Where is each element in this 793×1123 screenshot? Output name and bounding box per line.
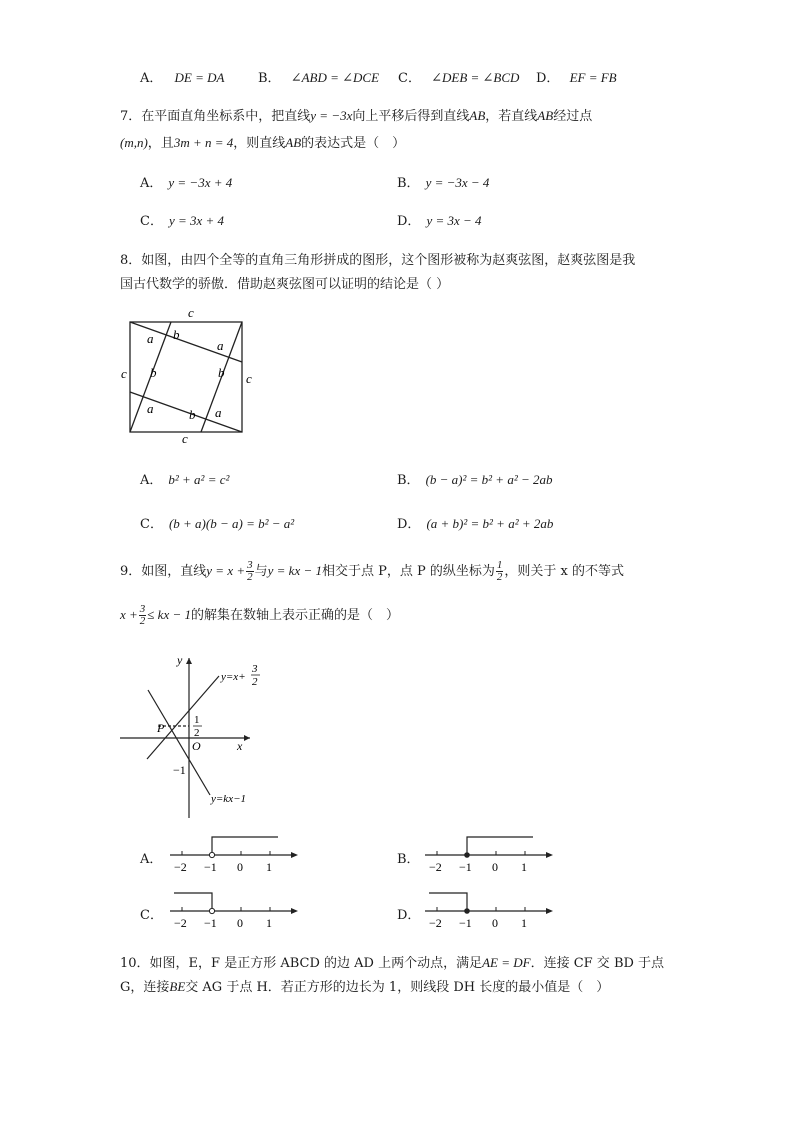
- x-axis-label: x: [237, 739, 243, 753]
- text: 的表达式是（ ）: [301, 136, 406, 151]
- label-a-2: a: [217, 338, 224, 353]
- point-p-label: P: [157, 721, 165, 735]
- label-b-2: b: [150, 365, 157, 380]
- text: G，连接: [120, 980, 170, 995]
- q6-option-d: [536, 67, 617, 86]
- label-a-3: a: [147, 401, 154, 416]
- fraction-3-2: [246, 560, 254, 583]
- label-b-1: b: [173, 327, 180, 342]
- math: ≤ kx − 1: [147, 607, 191, 622]
- option-expr: (a + b)² = b² + a² + 2ab: [426, 516, 554, 531]
- option-label: D．: [397, 214, 421, 229]
- q8-option-d: [397, 513, 553, 532]
- option-label: B．: [397, 176, 420, 191]
- math: AB: [285, 135, 302, 150]
- option-expr: y = 3x − 4: [426, 213, 482, 228]
- q10-line1: [120, 952, 664, 971]
- option-label: A．: [140, 71, 163, 86]
- math: (m,n): [120, 135, 148, 150]
- text: ，若直线: [485, 109, 538, 124]
- option-expr: (b + a)(b − a) = b² − a²: [168, 516, 295, 531]
- label-c-left: c: [121, 366, 127, 381]
- q8-option-b: [397, 469, 553, 488]
- q7-option-c: [140, 210, 224, 229]
- denominator: 2: [247, 571, 253, 583]
- tick-label: 0: [237, 860, 243, 872]
- tick-label: 1: [266, 916, 272, 928]
- fraction-3-2: [139, 604, 147, 627]
- math: y = kx − 1: [267, 563, 322, 578]
- q8-option-a: [140, 469, 229, 488]
- option-expr: y = −3x + 4: [168, 175, 233, 190]
- text: E，F 是正方形 ABCD 的边 AD 上两个动点，满足: [188, 956, 483, 971]
- zhao-shuang-diagram: [115, 305, 265, 447]
- q10-line2: [120, 976, 609, 995]
- q9-line2: [120, 600, 399, 631]
- q9-option-d-numberline: [423, 886, 555, 928]
- label-c-top: c: [188, 305, 194, 320]
- q7-line1: [120, 105, 592, 124]
- tick-label: 1: [266, 860, 272, 872]
- q8-option-c: [140, 513, 294, 532]
- option-label: D．: [397, 517, 421, 532]
- q7-option-b: [397, 172, 489, 191]
- line2-label: y=kx−1: [211, 793, 246, 805]
- option-expr: ∠ABD = ∠DCE: [290, 70, 380, 85]
- math: AE = DF: [482, 955, 531, 970]
- line1-frac-d: 2: [252, 676, 258, 688]
- option-expr: y = −3x − 4: [425, 175, 490, 190]
- fraction-1-2: [496, 560, 504, 583]
- option-expr: (b − a)² = b² + a² − 2ab: [425, 472, 553, 487]
- text: 与: [254, 564, 268, 579]
- text: ，且: [147, 136, 174, 151]
- q7-option-a: [140, 172, 232, 191]
- q9-coordinate-graph: [115, 650, 275, 822]
- q9-option-a-label: A．: [140, 852, 163, 867]
- tick-label: 0: [237, 916, 243, 928]
- origin-label: O: [192, 739, 201, 753]
- option-expr: ∠DEB = ∠BCD: [431, 70, 520, 85]
- option-label: D．: [536, 71, 560, 86]
- option-label: C．: [398, 71, 421, 86]
- text: 相交于点 P，点 P 的纵坐标为: [322, 564, 495, 579]
- math: AB: [537, 108, 554, 123]
- q8-line2: 国古代数学的骄傲．借助赵爽弦图可以证明的结论是（ ）: [120, 277, 450, 292]
- option-expr: y = 3x + 4: [168, 213, 225, 228]
- math: y = x +: [206, 563, 246, 578]
- label-b-4: b: [189, 407, 196, 422]
- text: 7．在平面直角坐标系中，把直线: [120, 109, 311, 124]
- text: 交 AG 于点 H．若正方形的边长为 1，则线段 DH 长度的最小值是（ ）: [185, 980, 610, 995]
- numerator: 3: [247, 559, 253, 571]
- text: 10．如图，: [120, 956, 189, 971]
- half-denominator: 2: [194, 727, 200, 739]
- numerator: 1: [496, 559, 503, 571]
- option-label: C．: [140, 214, 163, 229]
- option-label: C．: [140, 517, 163, 532]
- text: 的解集在数轴上表示正确的是（ ）: [191, 608, 400, 623]
- label-b-3: b: [218, 365, 225, 380]
- option-label: B．: [258, 71, 281, 86]
- q9-option-a-numberline: [168, 830, 300, 872]
- math: BE: [169, 979, 186, 994]
- tick-label: −2: [429, 860, 442, 872]
- option-label: B．: [397, 473, 420, 488]
- q7-line2: [120, 132, 405, 151]
- label-a-1: a: [147, 331, 154, 346]
- neg1-label: −1: [173, 763, 186, 777]
- q9-line1: [120, 556, 624, 587]
- q7-option-d: [397, 210, 482, 229]
- tick-label: 0: [492, 860, 498, 872]
- math: 3m + n = 4: [173, 135, 234, 150]
- q9-option-c-numberline: [168, 886, 300, 928]
- text: ，则直线: [233, 136, 286, 151]
- label-a-4: a: [215, 405, 222, 420]
- option-label: A．: [140, 176, 163, 191]
- tick-label: −1: [459, 860, 472, 872]
- tick-label: 1: [521, 916, 527, 928]
- text: 经过点: [553, 109, 593, 124]
- text: ．连接 CF 交 BD 于点: [530, 956, 665, 971]
- tick-label: −2: [174, 860, 187, 872]
- tick-label: −1: [459, 916, 472, 928]
- q6-option-c: [398, 67, 519, 86]
- tick-label: −1: [204, 916, 217, 928]
- math: x +: [120, 607, 138, 622]
- tick-label: −2: [174, 916, 187, 928]
- q8-line1: 8．如图，由四个全等的直角三角形拼成的图形，这个图形被称为赵爽弦图，赵爽弦图是我: [120, 253, 636, 268]
- q9-option-c-label: C．: [140, 908, 163, 923]
- text: 向上平移后得到直线: [352, 109, 470, 124]
- tick-label: 1: [521, 860, 527, 872]
- option-label: A．: [140, 473, 163, 488]
- y-axis-label: y: [177, 653, 183, 667]
- half-numerator: 1: [194, 714, 200, 726]
- q6-option-b: [258, 67, 379, 86]
- tick-label: −2: [429, 916, 442, 928]
- denominator: 2: [496, 571, 503, 583]
- label-c-bottom: c: [182, 431, 188, 446]
- line1-label: y=x+: [221, 671, 246, 683]
- y-arrow-icon: [186, 658, 192, 664]
- option-expr: b² + a² = c²: [168, 472, 230, 487]
- q9-option-d-label: D．: [397, 908, 421, 923]
- q6-option-a: [140, 67, 224, 86]
- denominator: 2: [139, 615, 146, 627]
- tick-label: −1: [204, 860, 217, 872]
- label-c-right: c: [246, 371, 252, 386]
- text: ，则关于 x 的不等式: [504, 564, 625, 579]
- line1-frac-n: 3: [252, 663, 258, 675]
- text: 9．如图，直线: [120, 564, 207, 579]
- x-arrow-icon: [244, 735, 250, 741]
- tick-label: 0: [492, 916, 498, 928]
- math: AB: [469, 108, 486, 123]
- numerator: 3: [139, 603, 146, 615]
- math: y = −3x: [310, 108, 353, 123]
- option-expr: DE = DA: [174, 70, 225, 85]
- q9-option-b-label: B．: [397, 852, 420, 867]
- q9-option-b-numberline: [423, 830, 555, 872]
- option-expr: EF = FB: [569, 70, 617, 85]
